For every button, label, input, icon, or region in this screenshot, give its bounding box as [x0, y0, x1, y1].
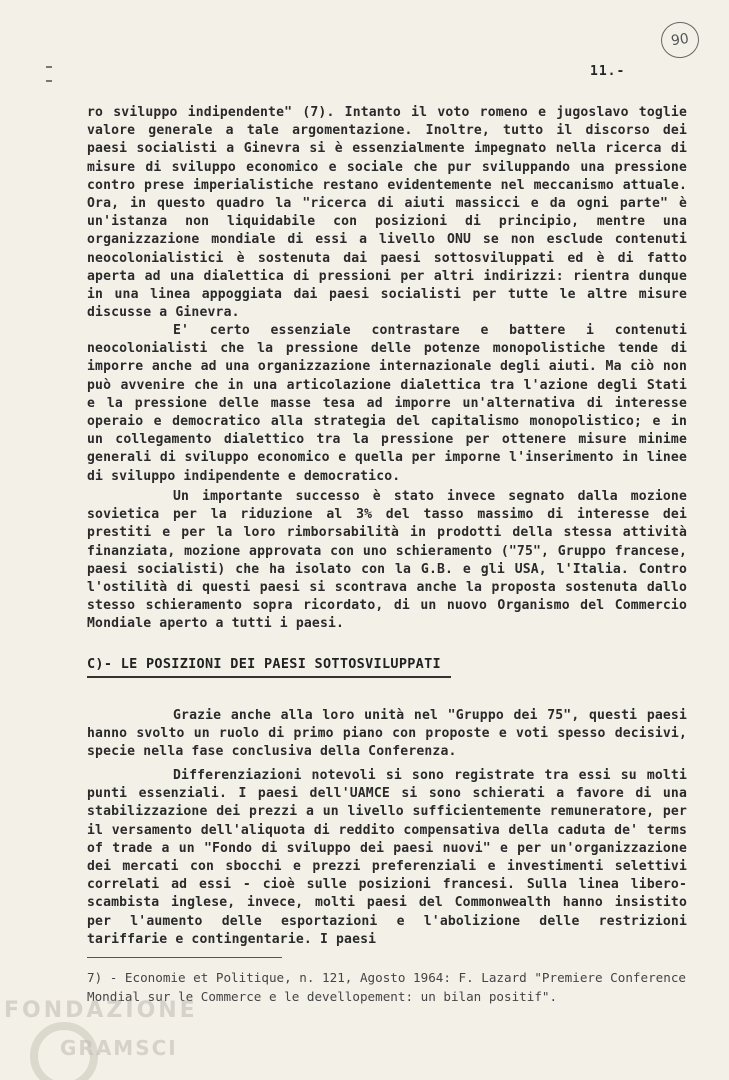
page-number: 11.- — [590, 64, 626, 79]
heading-underline — [87, 676, 451, 678]
archive-number-stamp: 90 — [659, 20, 702, 61]
paragraph-5-block — [87, 767, 687, 949]
footnote-text: 7) - Economie et Politique, n. 121, Agosto 1964: F. Lazard "Premiere Conference Mondial sur le Commerce e le devellopement: un bilan positif". — [87, 970, 686, 1004]
paragraph-2: E' certo essenziale contrastare e battere i contenuti neocolonialisti che la pressione delle potenze monopolistiche tende di imporre anche ad una organizzazione internazionale degli aiuti. Ma ciò non può avvenire che in una articolazione dialettica tra l'azione degli Stati e la pressione delle masse tesa ad imporre un'alternativa di interesse operaio e democratico alla strategia del capitalismo monopolistico; e in un collegamento dialettico tra la pressione per ottenere misure minime generali di sviluppo economico e quella per imporne l'inserimento in linee di sviluppo indipendente e democratico. — [87, 323, 687, 484]
paragraph-2-block — [87, 322, 687, 486]
paragraph-4-block — [87, 707, 687, 762]
paragraph-4: Grazie anche alla loro unità nel "Gruppo dei 75", questi paesi hanno svolto un ruolo di primo piano con proposte e voti spesso decisivi, specie nella fase conclusiva della Conferenza. — [87, 708, 687, 760]
paragraph-1: ro sviluppo indipendente" (7). Intanto il voto romeno e jugoslavo toglie valore generale a tale argomentazione. Inoltre, tutto il discorso dei paesi socialisti a Ginevra si è essenzialmente impegnato nella ricerca di misure di sviluppo economico e sociale che pur sviluppando una pressione contro prese imperialistiche restano evidentemente nel meccanismo attuale. Ora, in questo quadro la "ricerca di aiuti massicci e da ogni parte" è un'istanza non liquidabile con posizioni di principio, mentre una organizzazione mondiale di essi a livello ONU se non esclude contenuti neocolonialistici è sostenuta dai paesi sottosviluppati ed è di fatto aperta ad una dialettica di pressioni per altri indirizzi: rientra dunque in una linea appoggiata dai paesi socialisti per tutte le altre misure discusse a Ginevra. — [87, 105, 687, 321]
paragraph-continuation — [87, 104, 687, 322]
margin-mark — [46, 80, 52, 82]
paragraph-3-block — [87, 488, 687, 634]
paragraph-3: Un importante successo è stato invece segnato dalla mozione sovietica per la riduzione al 3% del tasso massimo di interesse dei prestiti e per la loro rimborsabilità in prodotti della stessa attività finanziata, mozione approvata con uno schieramento ("75", Gruppo francese, paesi socialisti) che ha isolato con la G.B. e gli USA, l'Italia. Contro l'ostilità di questi paesi si scontrava anche la proposta sostenuta dallo stesso schieramento sopra ricordato, di un nuovo Organismo del Commercio Mondiale aperto a tutti i paesi. — [87, 489, 687, 632]
paragraph-5: Differenziazioni notevoli si sono registrate tra essi su molti punti essenziali. I paesi dell'UAMCE si sono schierati a favore di una stabilizzazione dei prezzi a un livello sufficientemente remuneratore, per il versamento dell'aliquota di reddito compensativa della caduta de' terms of trade a un "Fondo di sviluppo dei paesi nuovi" e per un'organizzazione dei mercati con sbocchi e prezzi preferenziali e investimenti selettivi correlati ad essi - cioè sulle posizioni francesi. Sulla linea libero-scambista inglese, invece, molti paesi del Commonwealth hanno insistito per l'aumento delle esportazioni e l'abolizione delle restrizioni tariffarie e contingentarie. I paesi — [87, 768, 687, 947]
watermark-line-1: FONDAZIONE — [4, 998, 198, 1023]
margin-mark — [46, 66, 52, 68]
footnote-divider — [87, 957, 282, 958]
section-heading: C)- LE POSIZIONI DEI PAESI SOTTOSVILUPPATI — [87, 656, 441, 672]
watermark-line-2: GRAMSCI — [60, 1036, 178, 1060]
